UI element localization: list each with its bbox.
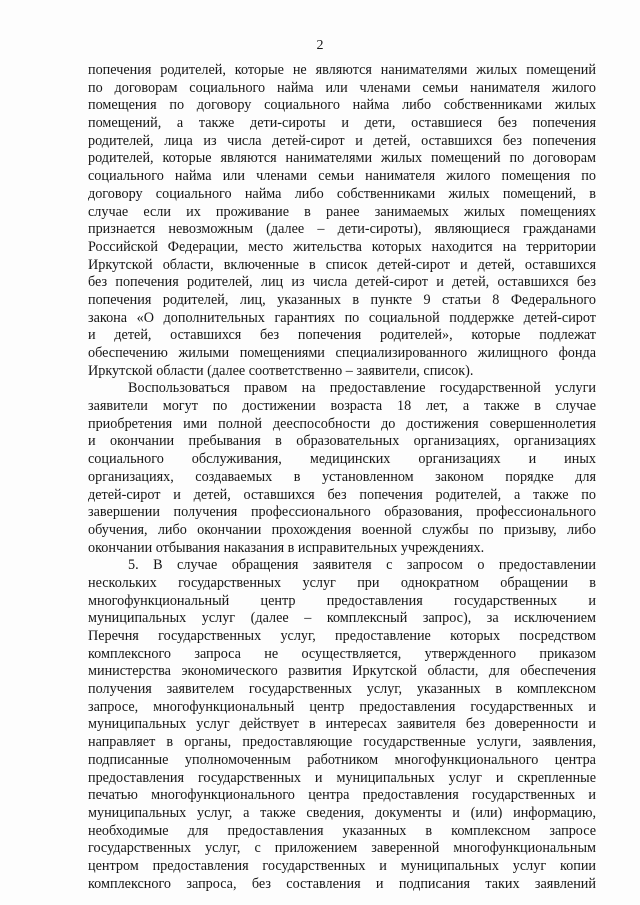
text-line: подписанные уполномоченным работником многофункционального центра bbox=[88, 751, 596, 768]
text-line: необходимые для предоставления указанных в комплексном запросе bbox=[88, 822, 596, 839]
text-line: комплексного запроса, без составления и подписания таких заявлений bbox=[88, 875, 596, 892]
text-line: завершении получения профессионального образования, профессионального bbox=[88, 504, 596, 521]
page-number: 2 bbox=[316, 38, 324, 53]
text-line: министерства экономического развития Иркутской области, для обеспечения bbox=[88, 663, 596, 680]
text-line: без попечения родителей, лиц из числа детей-сирот и детей, оставшихся без bbox=[88, 274, 596, 291]
text-line: попечения родителей, лиц, указанных в пункте 9 статьи 8 Федерального bbox=[88, 291, 596, 308]
text-line: признается невозможным (далее – дети-сироты), являющиеся гражданами bbox=[88, 221, 596, 238]
text-line: многофункциональный центр предоставления государственных и bbox=[88, 592, 596, 609]
text-line: и окончании пребывания в образовательных организациях, организациях bbox=[88, 433, 596, 450]
text-line: обеспечению жилыми помещениями специализированного жилищного фонда bbox=[88, 345, 596, 361]
text-line: Перечня государственных услуг, предоставление которых посредством bbox=[88, 628, 596, 644]
text-line: родителей, которые являются нанимателями жилых помещений по договорам bbox=[88, 150, 596, 167]
text-line: 5. В случае обращения заявителя с запросом о предоставлении bbox=[128, 557, 596, 574]
text-line: Иркутской области (далее соответственно – заявители, список). bbox=[88, 362, 474, 379]
text-line: социального обслуживания, медицинских организациях и иных bbox=[88, 451, 596, 468]
text-line: государственных услуг, с приложением заверенной многофункциональным bbox=[88, 840, 596, 857]
text-line: Иркутской области, включенные в список детей-сирот и детей, оставшихся bbox=[88, 256, 596, 273]
text-line: родителей, лица из числа детей-сирот и детей, оставшихся без попечения bbox=[88, 132, 596, 149]
text-line: социального найма или членами семьи нанимателя жилого помещения по bbox=[88, 168, 596, 185]
text-line: по договорам социального найма или членами семьи нанимателя жилого bbox=[88, 79, 596, 96]
text-line: муниципальных услуг (далее – комплексный запрос), за исключением bbox=[88, 610, 596, 627]
text-line: приобретения ими полной дееспособности до достижения совершеннолетия bbox=[88, 415, 596, 432]
text-line: нескольких государственных услуг при однократном обращении в bbox=[88, 574, 596, 591]
text-line: муниципальных услуг действует в интересах заявителя без доверенности и bbox=[88, 716, 596, 733]
text-line: случае если их проживание в ранее занимаемых жилых помещениях bbox=[88, 203, 596, 220]
text-line: центром предоставления государственных и муниципальных услуг копии bbox=[88, 857, 596, 874]
text-line: обучения, либо окончании прохождения военной службы по призыву, либо bbox=[88, 521, 596, 538]
text-line: направляет в органы, предоставляющие государственные услуги, заявления, bbox=[88, 734, 596, 751]
text-line: и детей, оставшихся без попечения родителей», которые подлежат bbox=[88, 327, 596, 344]
text-line: комплексного запроса не осуществляется, утвержденного приказом bbox=[88, 645, 596, 662]
text-line: получения заявителем государственных услуг, указанных в комплексном bbox=[88, 681, 596, 698]
text-line: предоставления государственных и муниципальных услуг и скрепленные bbox=[88, 769, 596, 786]
text-line: организациях, создаваемых в установленном законом порядке для bbox=[88, 468, 596, 485]
text-line: закона «О дополнительных гарантиях по социальной поддержке детей-сирот bbox=[88, 309, 596, 326]
text-line: попечения родителей, которые не являются нанимателями жилых помещений bbox=[88, 62, 596, 78]
paragraph bbox=[88, 380, 596, 557]
text-line: помещения по договору социального найма либо собственниками жилых bbox=[88, 97, 596, 114]
text-line: заявители могут по достижении возраста 18 лет, а также в случае bbox=[88, 398, 596, 415]
text-line: Воспользоваться правом на предоставление государственной услуги bbox=[128, 380, 596, 397]
text-line: детей-сирот и детей, оставшихся без попечения родителей, а также по bbox=[88, 486, 596, 503]
text-line: Российской Федерации, место жительства которых находится на территории bbox=[88, 238, 596, 255]
paragraph bbox=[88, 557, 596, 893]
text-line: печатью многофункционального центра предоставления государственных и bbox=[88, 787, 596, 804]
text-line: муниципальных услуг, а также сведения, документы и (или) информацию, bbox=[88, 804, 596, 821]
paragraph bbox=[88, 62, 596, 380]
document-body bbox=[88, 62, 596, 893]
text-line: окончании отбывания наказания в исправительных учреждениях. bbox=[88, 539, 485, 556]
text-line: запросе, многофункциональный центр предоставления государственных и bbox=[88, 698, 596, 715]
text-line: помещений, а также дети-сироты и дети, оставшиеся без попечения bbox=[88, 115, 596, 132]
text-line: договору социального найма либо собственниками жилых помещений, в bbox=[88, 185, 596, 202]
